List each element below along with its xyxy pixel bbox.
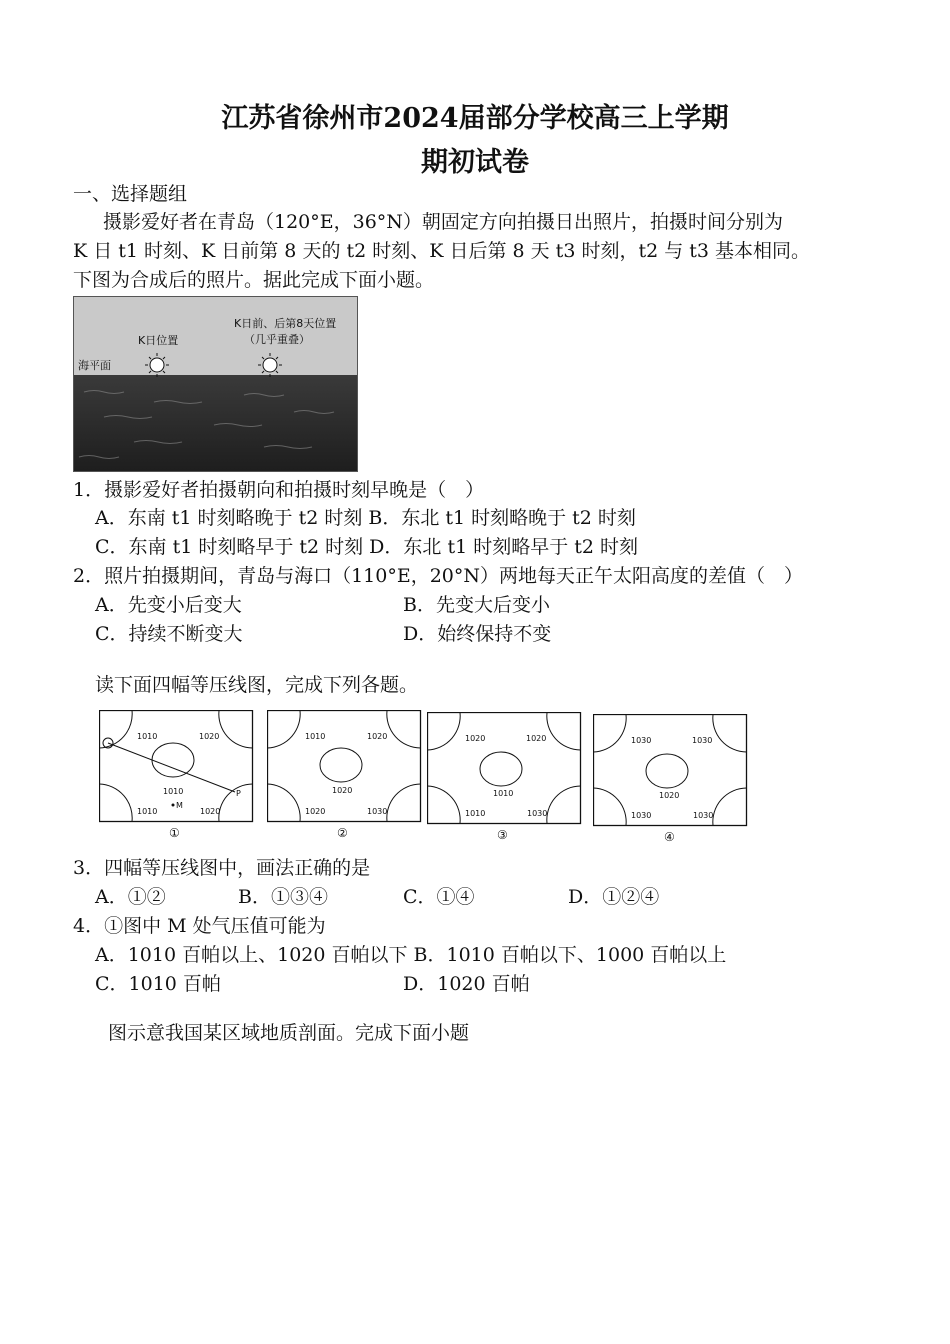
map1-number: ① xyxy=(169,826,180,840)
q2-option-d: D．始终保持不变 xyxy=(403,623,552,645)
map3-label-tr: 1020 xyxy=(526,734,547,743)
q4-option-d: D．1020 百帕 xyxy=(403,973,530,995)
map1-label-tl: 1010 xyxy=(137,732,158,741)
map3-label-tl: 1020 xyxy=(465,734,486,743)
intro1-line1: 摄影爱好者在青岛（120°E，36°N）朝固定方向拍摄日出照片，拍摄时间分别为 xyxy=(103,211,783,233)
map2-number: ② xyxy=(337,826,348,840)
map3-number: ③ xyxy=(497,828,508,842)
q3-option-b: B．①③④ xyxy=(238,886,328,908)
section-heading: 一、选择题组 xyxy=(73,183,188,205)
q2-option-a: A．先变小后变大 xyxy=(95,594,242,616)
intro2: 读下面四幅等压线图，完成下列各题。 xyxy=(95,674,419,696)
map3-label-bl: 1010 xyxy=(465,809,486,818)
isobar-map-3 xyxy=(427,712,582,825)
k-day-label: K日位置 xyxy=(138,334,179,347)
q3-option-d: D．①②④ xyxy=(568,886,660,908)
isobar-map-1 xyxy=(99,710,254,823)
page-subtitle: 期初试卷 xyxy=(421,147,529,178)
intro3: 图示意我国某区域地质剖面。完成下面小题 xyxy=(108,1022,470,1044)
q2-option-c: C．持续不断变大 xyxy=(95,623,243,645)
map4-label-br: 1030 xyxy=(693,811,714,820)
isobar-map-4 xyxy=(593,714,748,827)
map1-label-tr: 1020 xyxy=(199,732,220,741)
q1-options-ab: A．东南 t1 时刻略晚于 t2 时刻 B．东北 t1 时刻略晚于 t2 时刻 xyxy=(95,507,636,529)
q4-options-ab: A．1010 百帕以上、1020 百帕以下 B．1010 百帕以下、1000 百帕以上 xyxy=(95,944,727,966)
overlap-label: （几乎重叠） xyxy=(244,333,310,346)
map4-label-center: 1020 xyxy=(659,791,680,800)
q3-option-a: A．①② xyxy=(95,886,166,908)
map1-label-p: P xyxy=(236,789,241,798)
map4-label-bl: 1030 xyxy=(631,811,652,820)
q2-option-b: B．先变大后变小 xyxy=(403,594,550,616)
map1-label-center: 1010 xyxy=(163,787,184,796)
map4-label-tr: 1030 xyxy=(692,736,713,745)
map1-label-br: 1020 xyxy=(200,807,221,816)
isobar-map-2 xyxy=(267,710,422,823)
map4-number: ④ xyxy=(664,830,675,844)
map1-label-m: M xyxy=(176,801,183,810)
map1-label-bl: 1010 xyxy=(137,807,158,816)
map3-label-center: 1010 xyxy=(493,789,514,798)
intro1-line3: 下图为合成后的照片。据此完成下面小题。 xyxy=(73,269,435,291)
map4-label-tl: 1030 xyxy=(631,736,652,745)
q1-options-cd: C．东南 t1 时刻略早于 t2 时刻 D．东北 t1 时刻略早于 t2 时刻 xyxy=(95,536,639,558)
q1-stem: 1．摄影爱好者拍摄朝向和拍摄时刻早晚是（ ） xyxy=(73,479,485,501)
page-title: 江苏省徐州市2024届部分学校高三上学期 xyxy=(221,103,729,134)
intro1-line2: K 日 t1 时刻、K 日前第 8 天的 t2 时刻、K 日后第 8 天 t3 时刻，t2 与 t3 基本相同。 xyxy=(73,240,811,262)
map2-label-tr: 1020 xyxy=(367,732,388,741)
q4-option-c: C．1010 百帕 xyxy=(95,973,221,995)
sea-level-label: 海平面 xyxy=(78,359,111,372)
q2-stem: 2．照片拍摄期间，青岛与海口（110°E，20°N）两地每天正午太阳高度的差值（ ） xyxy=(73,565,804,587)
map2-label-br: 1030 xyxy=(367,807,388,816)
k-plus-minus-label: K日前、后第8天位置 xyxy=(234,317,337,330)
q3-stem: 3．四幅等压线图中，画法正确的是 xyxy=(73,857,371,879)
map2-label-bl: 1020 xyxy=(305,807,326,816)
q4-stem: 4．①图中 M 处气压值可能为 xyxy=(73,915,326,937)
map2-label-center: 1020 xyxy=(332,786,353,795)
q3-option-c: C．①④ xyxy=(403,886,475,908)
map2-label-tl: 1010 xyxy=(305,732,326,741)
sunrise-photo xyxy=(73,296,358,472)
map3-label-br: 1030 xyxy=(527,809,548,818)
